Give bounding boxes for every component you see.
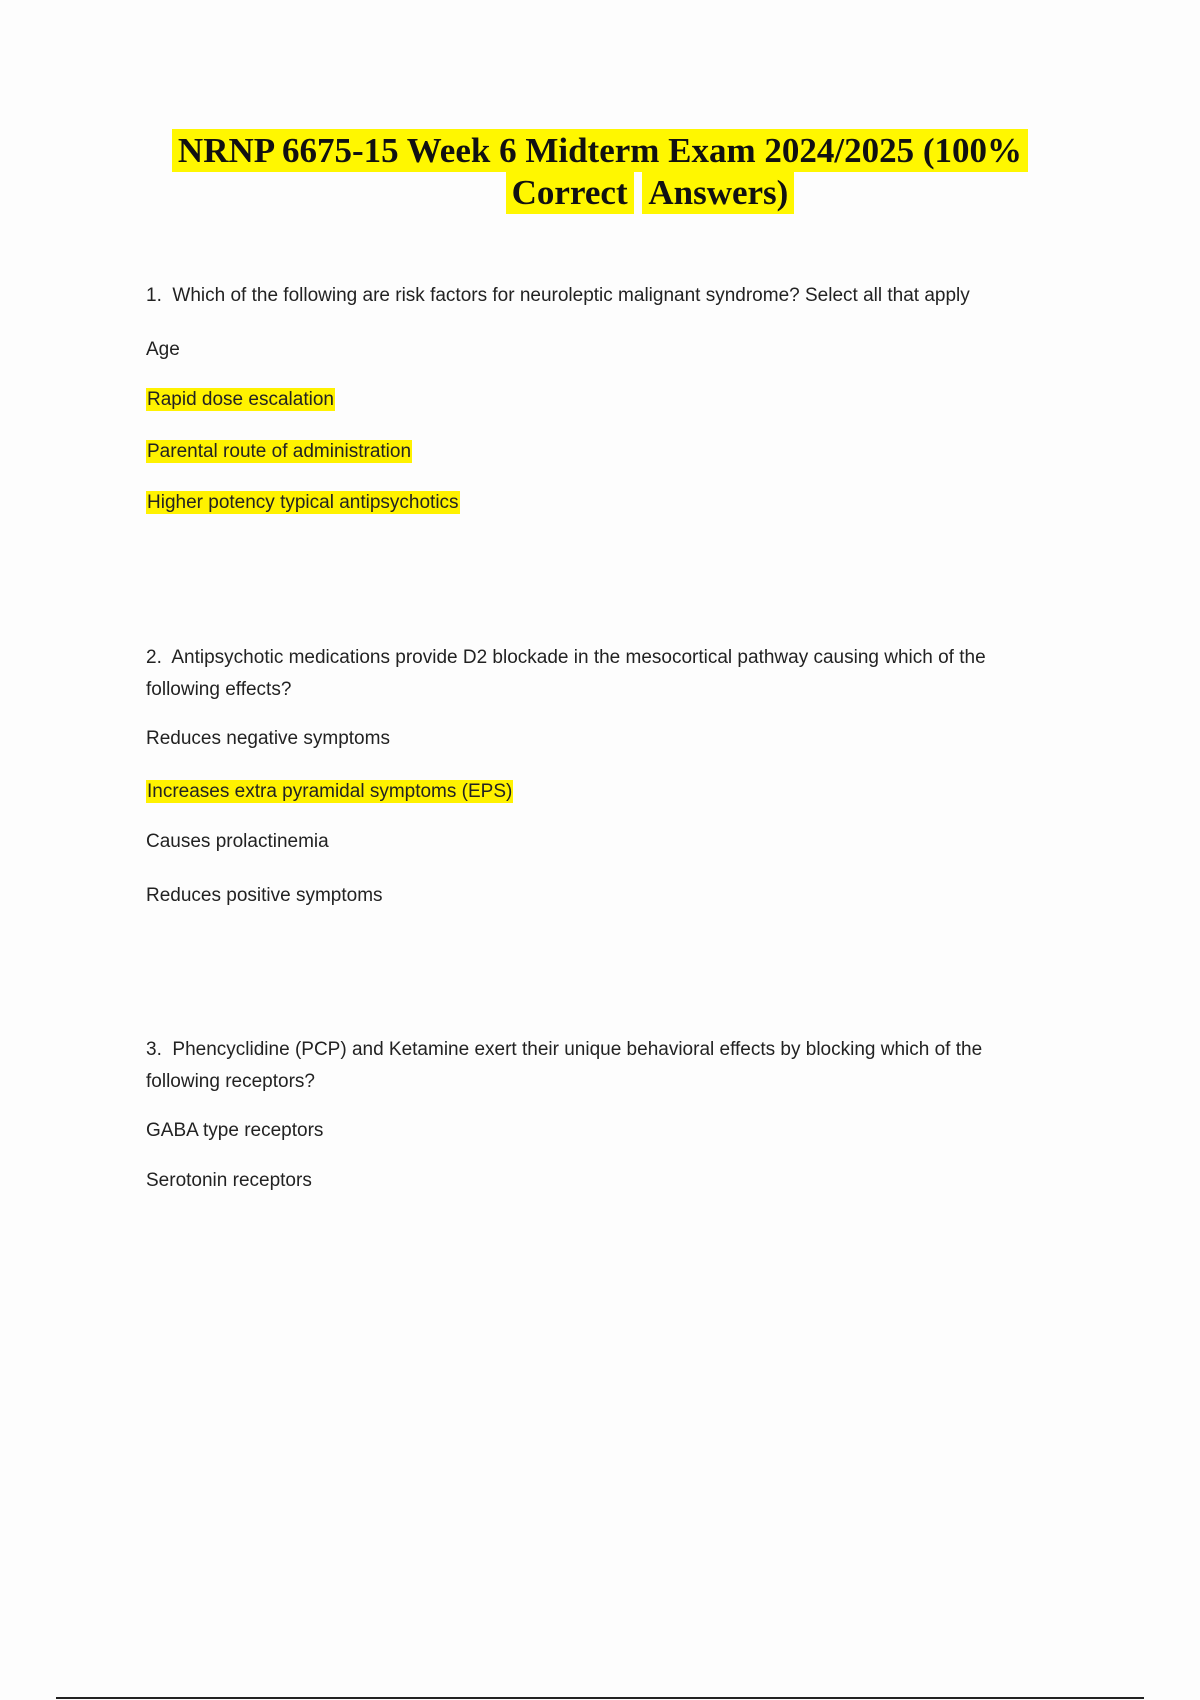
document-title [100,130,1100,214]
answer-option: Reduces positive symptoms [146,885,383,906]
question-text: 3. Phencyclidine (PCP) and Ketamine exert their unique behavioral effects by blocking which of the following receptors? [146,1039,983,1092]
title-line-2: Correct Answers) [200,172,1100,214]
answer-option-correct: Rapid dose escalation [147,389,334,410]
answer-option-correct: Increases extra pyramidal symptoms (EPS) [147,781,513,802]
question-text: 2. Antipsychotic medications provide D2 blockade in the mesocortical pathway causing which of the following effects? [146,647,986,700]
answer-option: Age [146,339,180,360]
answer-option: Reduces negative symptoms [146,728,390,749]
question-number: 3. [146,1039,162,1060]
question-number: 2. [146,647,162,668]
question-3 [146,1034,1046,1098]
question-2 [146,642,1046,706]
question-text: 1. Which of the following are risk factors for neuroleptic malignant syndrome? Select all that apply [146,285,970,306]
answer-option-correct: Parental route of administration [147,441,412,462]
answer-option: GABA type receptors [146,1120,324,1141]
answer-option: Causes prolactinemia [146,831,329,852]
title-line-1: NRNP 6675-15 Week 6 Midterm Exam 2024/2025 (100% [100,130,1100,172]
answer-option-correct: Higher potency typical antipsychotics [147,492,459,513]
footer-divider [56,1697,1144,1699]
answer-option: Serotonin receptors [146,1170,312,1191]
question-1 [146,280,1046,312]
question-number: 1. [146,285,162,306]
